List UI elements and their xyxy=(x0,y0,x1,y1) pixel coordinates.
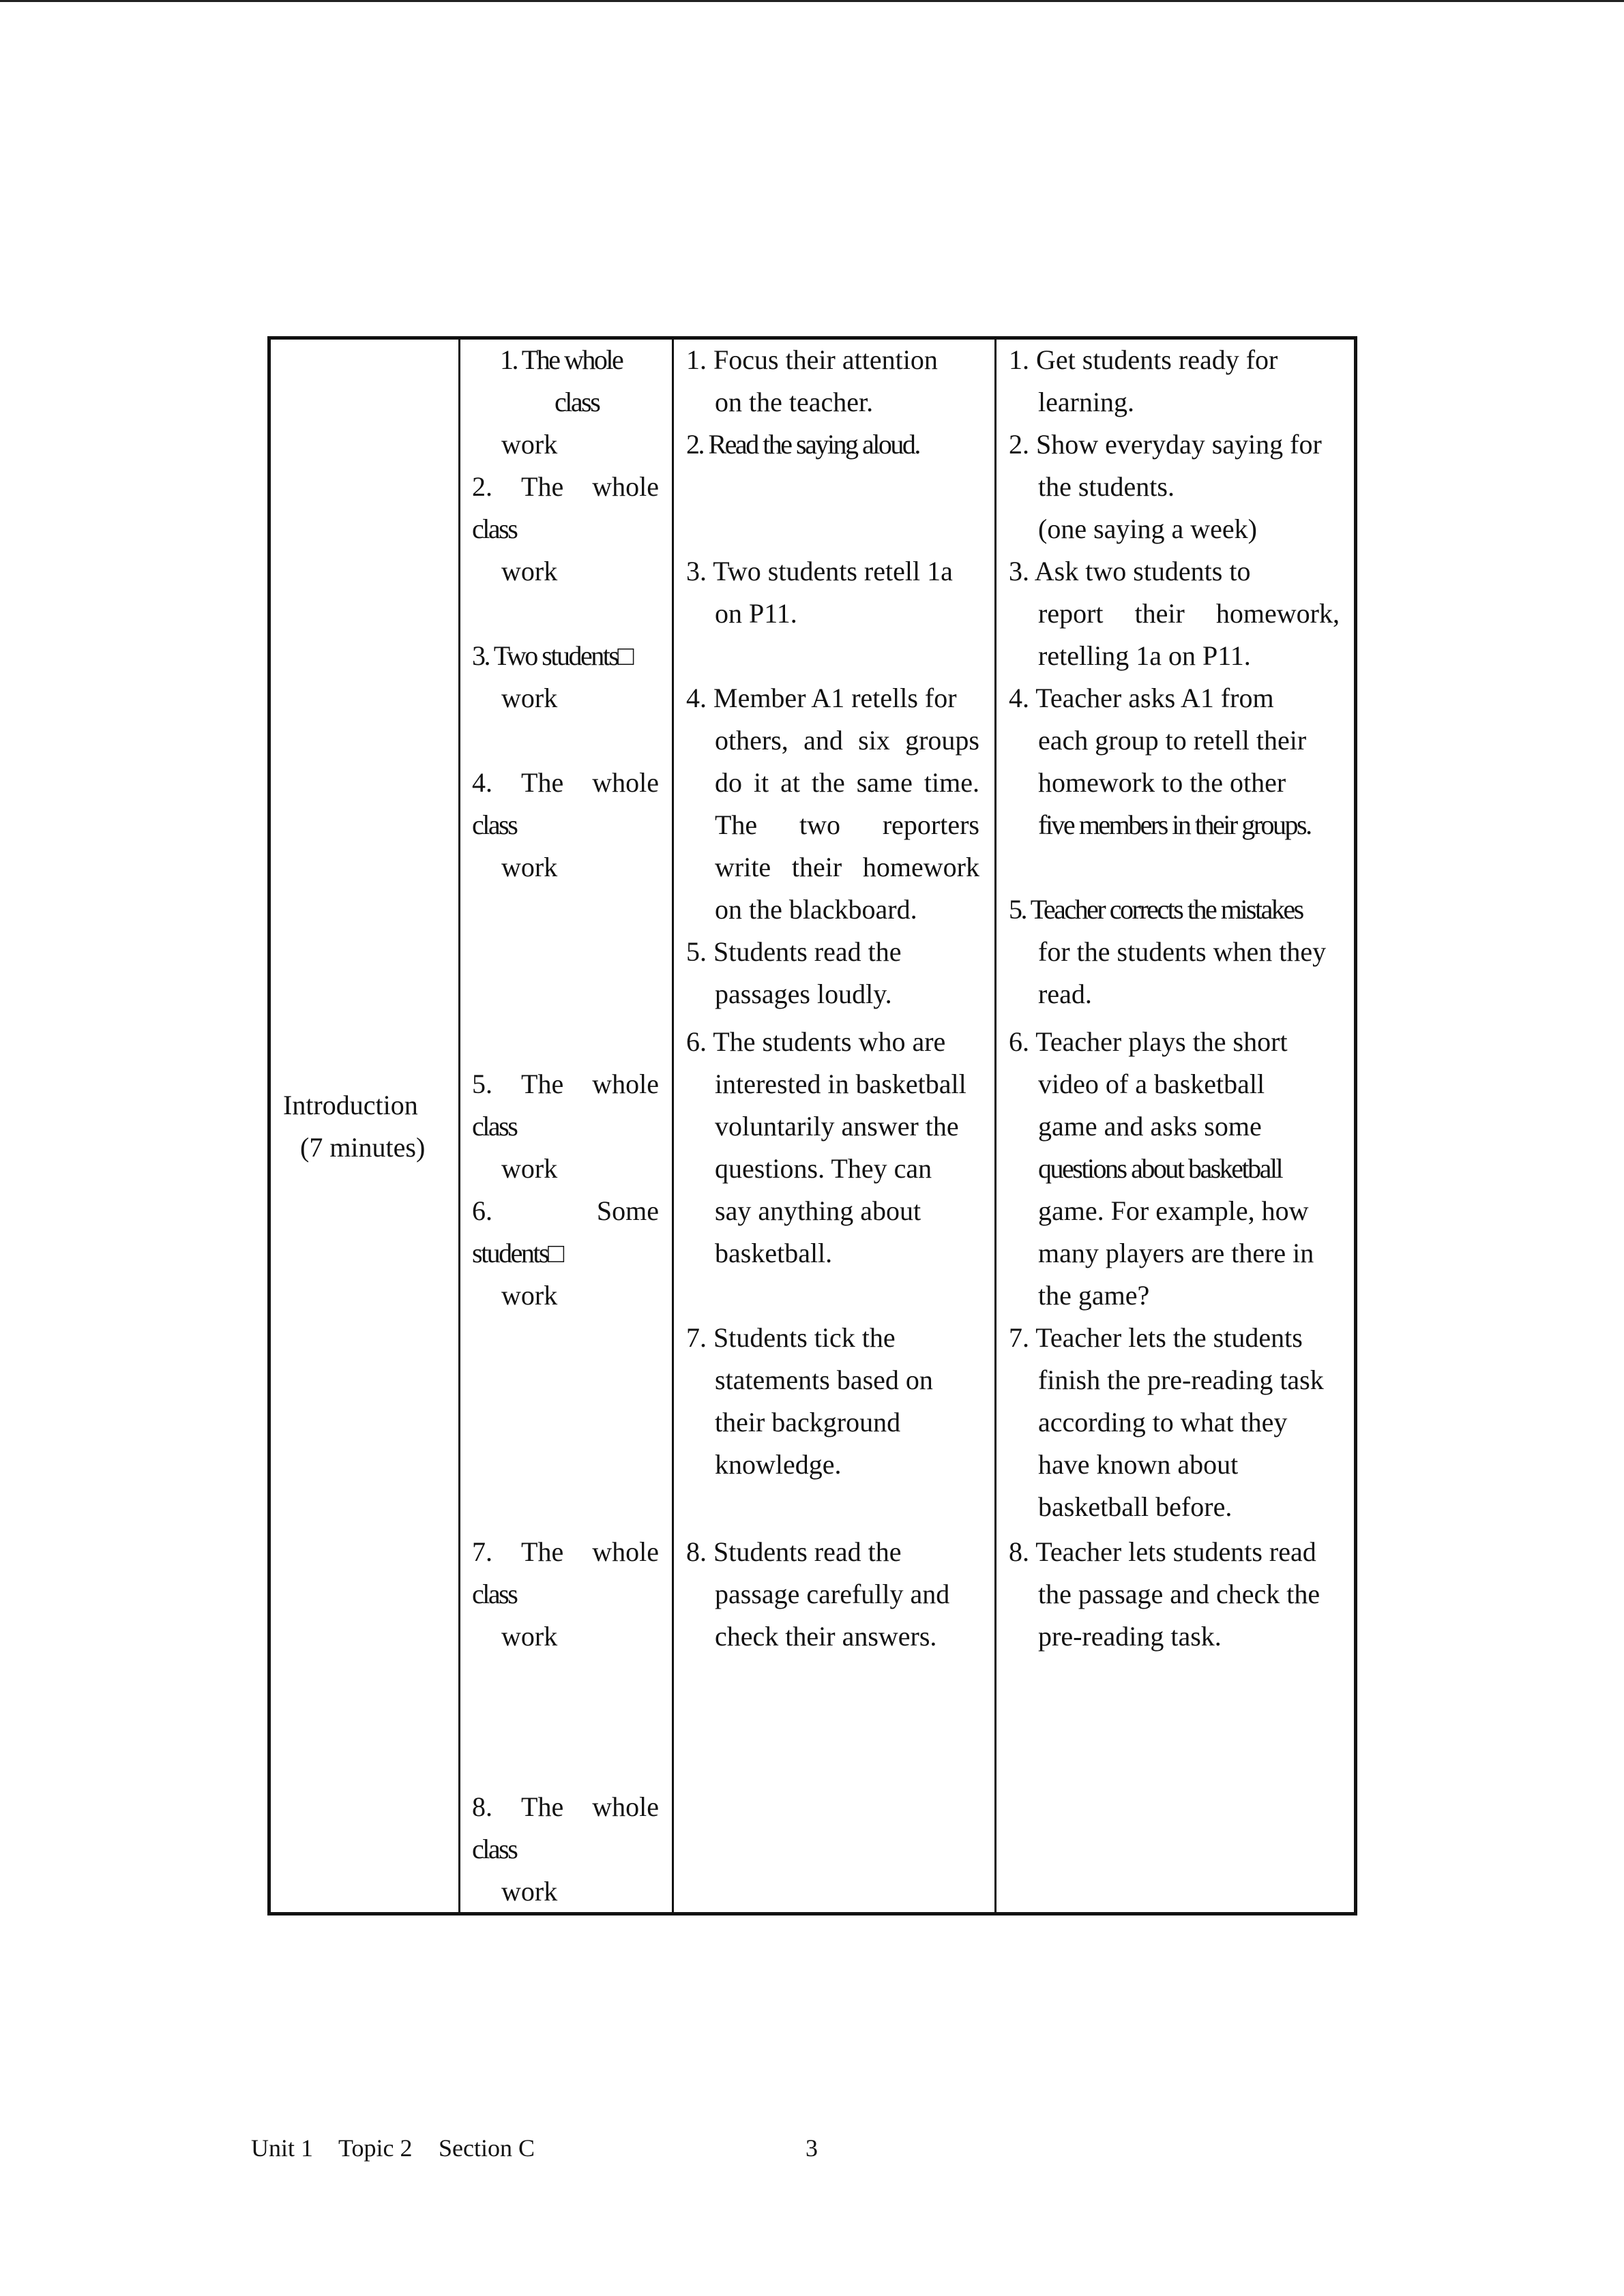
students-line: check their answers. xyxy=(715,1621,937,1652)
teacher-line: 3. Ask two students to xyxy=(1009,556,1251,586)
students-line: 8. Students read the xyxy=(686,1536,902,1567)
students-line: write their homework xyxy=(715,852,979,882)
students-line: passages loudly. xyxy=(715,979,892,1009)
teacher-line: 7. Teacher lets the students xyxy=(1009,1322,1303,1353)
form-line: 2. The whole xyxy=(472,471,659,502)
form-line: 7. The whole xyxy=(472,1536,659,1567)
students-line: knowledge. xyxy=(715,1449,842,1480)
students-line: 1. Focus their attention xyxy=(686,344,938,375)
students-line: do it at the same time. xyxy=(715,767,979,798)
footer-section: Section C xyxy=(439,2134,535,2162)
form-line: class xyxy=(555,387,600,417)
students-line: their background xyxy=(715,1407,901,1437)
form-line: 5. The whole xyxy=(472,1069,659,1099)
phase-duration: (7 minutes) xyxy=(300,1132,426,1163)
teacher-line: 6. Teacher plays the short xyxy=(1009,1026,1288,1057)
form-line: work xyxy=(501,683,558,713)
students-line: The two reporters xyxy=(715,809,979,840)
teacher-line: basketball before. xyxy=(1038,1491,1232,1522)
students-line: passage carefully and xyxy=(715,1579,950,1609)
teacher-line: each group to retell their xyxy=(1038,725,1307,756)
form-line: 3. Two students□ xyxy=(472,640,633,671)
form-line: class xyxy=(472,809,517,840)
teacher-line: the students. xyxy=(1038,471,1175,502)
form-line: work xyxy=(501,1280,558,1311)
teacher-line: (one saying a week) xyxy=(1038,513,1257,544)
teacher-line: the passage and check the xyxy=(1038,1579,1320,1609)
students-line: basketball. xyxy=(715,1238,833,1268)
teacher-line: learning. xyxy=(1038,387,1135,417)
page-top-rule xyxy=(0,0,1624,2)
teacher-line: pre-reading task. xyxy=(1038,1621,1222,1652)
students-line: interested in basketball xyxy=(715,1069,966,1099)
form-line: 8. The whole xyxy=(472,1791,659,1822)
teacher-line: 1. Get students ready for xyxy=(1009,344,1278,375)
students-line: on the teacher. xyxy=(715,387,874,417)
students-line: questions. They can xyxy=(715,1153,932,1184)
teacher-line: have known about xyxy=(1038,1449,1239,1480)
teacher-line: finish the pre-reading task xyxy=(1038,1365,1324,1395)
teacher-line: questions about basketball xyxy=(1038,1153,1282,1184)
column-divider-3 xyxy=(994,340,996,1912)
students-line: 5. Students read the xyxy=(686,936,902,967)
teacher-line: 2. Show everyday saying for xyxy=(1009,429,1322,460)
teacher-line: homework to the other xyxy=(1038,767,1286,798)
form-line: 4. The whole xyxy=(472,767,659,798)
form-line: work xyxy=(501,1876,558,1907)
teacher-line: game. For example, how xyxy=(1038,1195,1309,1226)
form-line: 6. Some xyxy=(472,1195,659,1226)
form-line: work xyxy=(501,556,558,586)
teacher-line: according to what they xyxy=(1038,1407,1288,1437)
teacher-line: read. xyxy=(1038,979,1092,1009)
form-line: work xyxy=(501,852,558,882)
form-line: 1. The whole xyxy=(500,344,623,375)
students-line: 2. Read the saying aloud. xyxy=(686,429,919,460)
column-divider-2 xyxy=(672,340,674,1912)
students-line: say anything about xyxy=(715,1195,921,1226)
students-line: 3. Two students retell 1a xyxy=(686,556,953,586)
students-line: 6. The students who are xyxy=(686,1026,946,1057)
teacher-line: report their homework, xyxy=(1038,598,1340,629)
teacher-line: the game? xyxy=(1038,1280,1150,1311)
teacher-line: game and asks some xyxy=(1038,1111,1262,1142)
phase-name: Introduction xyxy=(283,1090,418,1120)
students-line: on the blackboard. xyxy=(715,894,917,925)
teacher-line: retelling 1a on P11. xyxy=(1038,640,1251,671)
form-line: class xyxy=(472,1111,517,1142)
students-line: 4. Member A1 retells for xyxy=(686,683,957,713)
students-line: 7. Students tick the xyxy=(686,1322,896,1353)
form-line: work xyxy=(501,1153,558,1184)
form-line: work xyxy=(501,429,558,460)
students-line: on P11. xyxy=(715,598,797,629)
column-divider-1 xyxy=(458,340,460,1912)
page-number: 3 xyxy=(806,2134,818,2162)
footer-unit: Unit 1 xyxy=(251,2134,314,2162)
teacher-line: many players are there in xyxy=(1038,1238,1314,1268)
teacher-line: 5. Teacher corrects the mistakes xyxy=(1009,894,1303,925)
teacher-line: video of a basketball xyxy=(1038,1069,1265,1099)
teacher-line: 8. Teacher lets students read xyxy=(1009,1536,1316,1567)
teacher-line: five members in their groups. xyxy=(1038,809,1311,840)
teacher-line: for the students when they xyxy=(1038,936,1327,967)
students-line: statements based on xyxy=(715,1365,933,1395)
form-line: class xyxy=(472,513,517,544)
students-line: others, and six groups xyxy=(715,725,979,756)
form-line: students□ xyxy=(472,1238,563,1268)
footer-topic: Topic 2 xyxy=(338,2134,413,2162)
teacher-line: 4. Teacher asks A1 from xyxy=(1009,683,1274,713)
form-line: work xyxy=(501,1621,558,1652)
form-line: class xyxy=(472,1579,517,1609)
students-line: voluntarily answer the xyxy=(715,1111,959,1142)
form-line: class xyxy=(472,1834,517,1864)
